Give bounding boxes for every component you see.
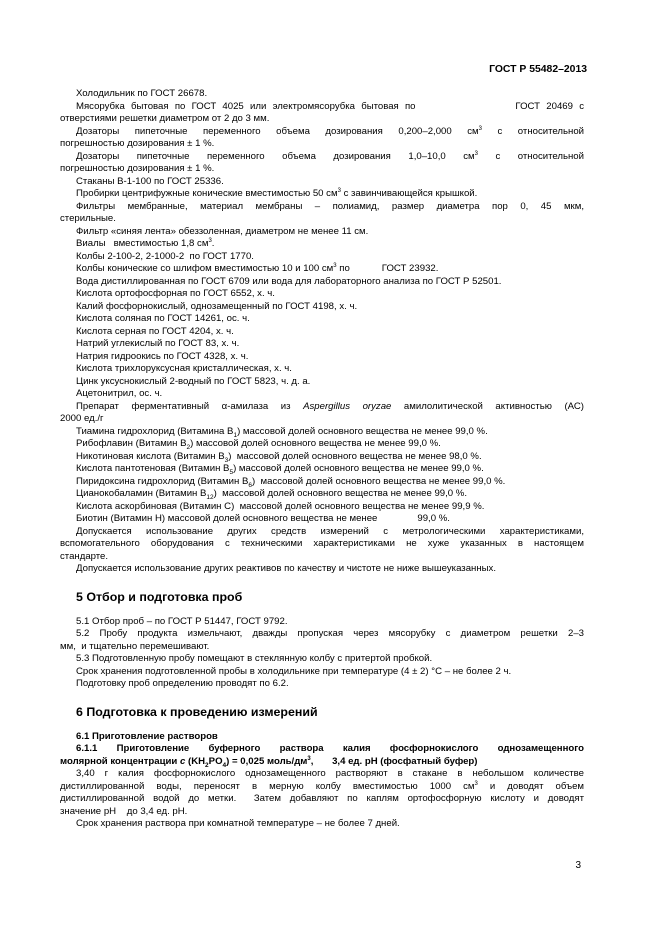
document-body xyxy=(60,88,584,831)
text-line: Кислота аскорбиновая (Витамин С) массовой долей основного вещества не менее 99,9 %. xyxy=(76,500,485,512)
text-line: Холодильник по ГОСТ 26678. xyxy=(76,88,208,99)
text-line: Биотин (Витамин Н) массовой долей основного вещества не менее 99,0 %. xyxy=(76,513,450,524)
text-line: Никотиновая кислота (Витамин $В_3$) массовой долей основного вещества не менее 98,0 %. xyxy=(76,450,482,464)
section-6-heading: 6 Подготовка к проведению измерений xyxy=(76,704,318,719)
text-line: Колбы 2-100-2, 2-1000-2 по ГОСТ 1770. xyxy=(76,250,254,262)
text-line: Кислота трихлоруксусная кристаллическая, х. ч. xyxy=(76,363,292,374)
text-line: мм, и тщательно перемешивают. xyxy=(60,640,210,652)
page-number: 3 xyxy=(575,860,581,871)
subsection-heading: молярной концентрации с $(KH_2PO_4) = 0,025$ моль/$дм^3$, 3,4 ед. рН (фосфатный буфер) xyxy=(60,755,478,769)
text-line: стерильные. xyxy=(60,213,116,224)
text-line: Пиридоксина гидрохлорид (Витамин $В_6$) массовой долей основного вещества не менее 99,0 %. xyxy=(76,475,506,489)
text-line: Калий фосфорнокислый, однозамещенный по ГОСТ 4198, х. ч. xyxy=(76,300,358,312)
text-line: Виалы вместимостью 1,8 $см^3$. xyxy=(76,237,215,249)
text-line: Фильтр «синяя лента» обеззоленная, диаметром не менее 11 см. xyxy=(76,225,369,237)
text-line: Стаканы В-1-100 по ГОСТ 25336. xyxy=(76,175,224,187)
text-line: Пробирки центрифужные конические вместимостью 50 $см^3$ с завинчивающейся крышкой. xyxy=(76,187,478,199)
text-line: стандарте. xyxy=(60,550,109,562)
text-line: Дозаторы пипеточные переменного объема дозирования 0,200–2,000 $см^3$ с относительной xyxy=(76,125,585,137)
text-line: 5.1 Отбор проб – по ГОСТ Р 51447, ГОСТ 9792. xyxy=(76,615,288,627)
section-5-heading: 5 Отбор и подготовка проб xyxy=(76,589,243,604)
text-line: Подготовку проб определению проводят по 6.2. xyxy=(76,678,289,689)
text-line: 5.2 Пробу продукта измельчают, дважды пропуская через мясорубку с диаметром решетки 2–3 xyxy=(76,628,584,639)
text-line: Допускается использование других реактивов по качеству и чистоте не ниже вышеуказанных. xyxy=(76,563,496,574)
subsection-heading: 6.1 Приготовление растворов xyxy=(76,730,218,742)
text-line: Вода дистиллированная по ГОСТ 6709 или вода для лабораторного анализа по ГОСТ Р 52501. xyxy=(76,275,502,287)
text-line: дистиллированной водой до метки. Затем добавляют по каплям ортофосфорную кислоту и доводят xyxy=(60,793,584,804)
text-line: Допускается использование других средств измерений с метрологическими характеристиками, xyxy=(76,525,584,537)
text-line: отверстиями решетки диаметром от 2 до 3 мм. xyxy=(60,113,270,124)
text-line: Кислота соляная по ГОСТ 14261, ос. ч. xyxy=(76,313,250,324)
text-line: погрешностью дозирования ± 1 %. xyxy=(60,138,215,149)
text-line: Ацетонитрил, ос. ч. xyxy=(76,388,163,399)
text-line: Срок хранения раствора при комнатной температуре – не более 7 дней. xyxy=(76,818,400,829)
text-line: Дозаторы пипеточные переменного объема дозирования 1,0–10,0 $см^3$ с относительной xyxy=(76,150,584,162)
text-line: Натрия гидроокись по ГОСТ 4328, х. ч. xyxy=(76,350,249,362)
text-line: 2000 ед./г xyxy=(60,413,104,424)
text-line: Кислота ортофосфорная по ГОСТ 6552, х. ч. xyxy=(76,288,275,299)
text-line: Рибофлавин (Витамин $В_2$) массовой долей основного вещества не менее 99,0 %. xyxy=(76,438,441,451)
text-line: Препарат ферментативный α-амилаза из Aspergillus oryzae амилолитической активностью (АС) xyxy=(76,400,584,412)
text-line: Кислота пантотеновая (Витамин $В_5$) массовой долей основного вещества не менее 99,0 %. xyxy=(76,463,484,476)
text-line: погрешностью дозирования ± 1 %. xyxy=(60,163,215,174)
text-line: 5.3 Подготовленную пробу помещают в стеклянную колбу с притертой пробкой. xyxy=(76,653,433,664)
text-line: значение рН до 3,4 ед. рН. xyxy=(60,805,188,817)
text-line: Цианокобаламин (Витамин $В_{12}$) массовой долей основного вещества не менее 99,0 %. xyxy=(76,488,467,501)
text-line: Цинк уксуснокислый 2-водный по ГОСТ 5823, ч. д. а. xyxy=(76,375,311,387)
text-line: Мясорубка бытовая по ГОСТ 4025 или электромясорубка бытовая по ГОСТ 20469 с xyxy=(76,100,584,112)
text-line: Кислота серная по ГОСТ 4204, х. ч. xyxy=(76,325,234,337)
text-line: Натрий углекислый по ГОСТ 83, х. ч. xyxy=(76,338,240,349)
text-line: Срок хранения подготовленной пробы в холодильнике при температуре (4 ± 2) °С – не более 2 ч. xyxy=(76,665,512,677)
text-line: Фильтры мембранные, материал мембраны – полиамид, размер диаметра пор 0, 45 мкм, xyxy=(76,200,584,212)
text-line: вспомогательного оборудования с техническими характеристиками не хуже указанных в настоящем xyxy=(60,538,584,549)
text-line: Колбы конические со шлифом вместимостью 10 и 100 $см^3$ по ГОСТ 23932. xyxy=(76,262,439,274)
text-line: дистиллированной воды, переносят в мерную колбу вместимостью 1000 $см^3$ и доводят объем xyxy=(60,780,584,792)
subsection-heading: 6.1.1 Приготовление буферного раствора калия фосфорнокислого однозамещенного xyxy=(76,743,584,754)
document-header-code: ГОСТ Р 55482–2013 xyxy=(489,64,587,75)
text-line: 3,40 г калия фосфорнокислого однозамещенного растворяют в стакане в небольшом количестве xyxy=(76,768,584,779)
text-line: Тиамина гидрохлорид (Витамина $В_1$) массовой долей основного вещества не менее 99,0 %. xyxy=(76,425,488,439)
